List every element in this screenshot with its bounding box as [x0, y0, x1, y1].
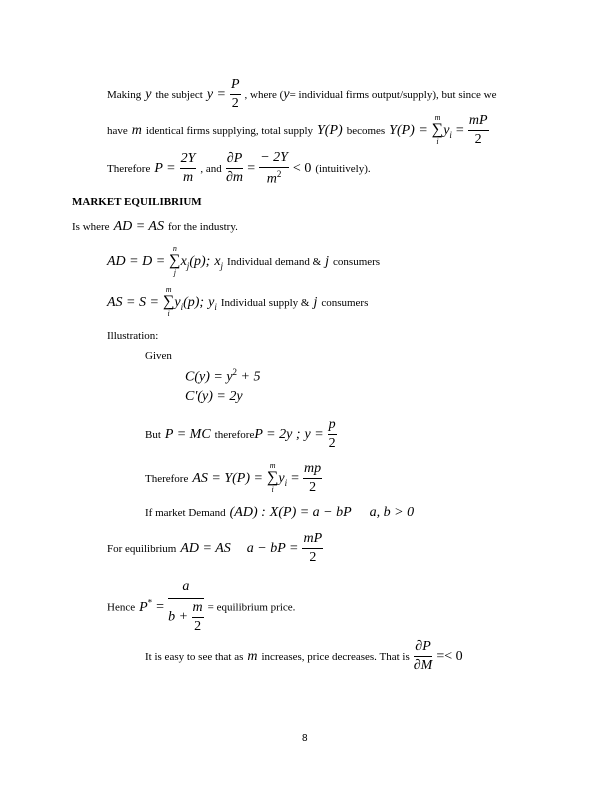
summation: m ∑ i: [266, 461, 279, 495]
line-have-m-firms: [107, 110, 489, 150]
frac-den: 2: [231, 95, 239, 111]
text-making: Making: [107, 89, 142, 101]
text-therefore: Therefore: [107, 163, 151, 175]
math-yi: $y_i$: [443, 123, 452, 140]
sigma-icon: ∑: [431, 121, 444, 139]
text-identical: identical firms supplying, total supply: [145, 125, 314, 137]
fraction-2Y-over-m: $\frac{2Y}{m}$: [180, 150, 196, 185]
line-therefore-as: Therefore AS = Y(P) = m ∑ i $y_i$ = $\frac{mp}{2}$: [145, 460, 322, 495]
sum-bot: i: [436, 137, 439, 147]
math-ad-as: AD = AS: [113, 219, 164, 234]
text-and: , and: [200, 163, 222, 175]
sigma-icon: ∑: [266, 469, 279, 487]
line-hence-pstar: Hence P* = a b + $\frac{m}{2}$ = equilibrium price.: [107, 578, 296, 634]
line-therefore-p: [107, 148, 371, 188]
sigma-icon: ∑: [162, 293, 175, 311]
fraction-equilibrium-price: a b + $\frac{m}{2}$: [168, 578, 203, 634]
line-as-definition: AS = S = m ∑ i $y_i(p)$; $y_i$ Individual supply & j consumers: [107, 285, 369, 319]
frac-num: P: [230, 78, 241, 95]
math-YP: Y(P): [317, 123, 343, 138]
line-ad-definition: AD = D = n ∑ j $x_j(p)$; $x_j$ Individual demand & j consumers: [107, 244, 381, 278]
math-P-eq: P =: [154, 161, 176, 176]
sigma-icon: ∑: [169, 252, 181, 270]
line-is-where: Is where AD = AS for the industry.: [72, 219, 238, 234]
page-number: 8: [302, 733, 308, 744]
fraction-neg2Y-over-m2: $\frac{- 2Y}{m^2}$: [260, 149, 288, 187]
math-YP-eq: Y(P) =: [389, 123, 428, 138]
summation: m ∑ i: [162, 285, 175, 319]
text-the-subject: the subject: [155, 89, 203, 101]
marginal-cost: C'(y) = 2y: [185, 389, 243, 404]
math-eq: =: [455, 123, 464, 138]
text-where: , where (: [244, 89, 284, 101]
summation: n ∑ j: [169, 244, 181, 278]
line-for-equilibrium: For equilibrium AD = AS a − bP = $\frac{mP}{2}$: [107, 530, 323, 565]
math-m: m: [131, 123, 142, 138]
math-y2: y: [283, 87, 290, 102]
text-have: have: [107, 125, 128, 137]
fraction-p-over-2: [230, 78, 241, 111]
text-where-rest: = individual firms output/supply), but since we: [289, 89, 497, 101]
fraction-p-over-2: $\frac{p}{2}$: [328, 416, 336, 451]
cost-function: $C(y) = y^2 + 5$: [185, 367, 261, 385]
math-y-eq: y =: [206, 87, 226, 102]
illustration-label: Illustration:: [107, 330, 159, 342]
line-making-subject: [107, 76, 497, 112]
section-heading: MARKET EQUILIBRIUM: [72, 196, 202, 208]
fraction-mP-over-2: $\frac{mP}{2}$: [303, 530, 323, 565]
fraction-mP-over-2: $\frac{mP}{2}$: [468, 112, 488, 147]
text-intuitively: (intuitively).: [315, 163, 371, 175]
line-market-demand: If market Demand (AD) : X(P) = a − bP a, b > 0: [145, 505, 415, 520]
fraction-dP-dM: $\frac{\partial P}{\partial M}$: [413, 638, 433, 673]
sum-top: m: [434, 113, 441, 123]
line-but-p-mc: But P = MC thereforeP = 2y ; y = $\frac{p}{2}$: [145, 416, 336, 451]
fraction-dP-dm: $\frac{\partial P}{\partial m}$: [226, 150, 244, 185]
fraction-mp-over-2: $\frac{mp}{2}$: [304, 460, 322, 495]
math-lt-zero: < 0: [292, 161, 312, 176]
given-label: Given: [145, 350, 172, 362]
text-becomes: becomes: [346, 125, 386, 137]
math-y: y: [145, 87, 152, 102]
line-easy-to-see: It is easy to see that as m increases, price decreases. That is $\frac{\partial P}{\partial M}$ =< 0: [145, 638, 463, 673]
summation: [432, 114, 443, 146]
math-eq: =: [247, 161, 256, 176]
